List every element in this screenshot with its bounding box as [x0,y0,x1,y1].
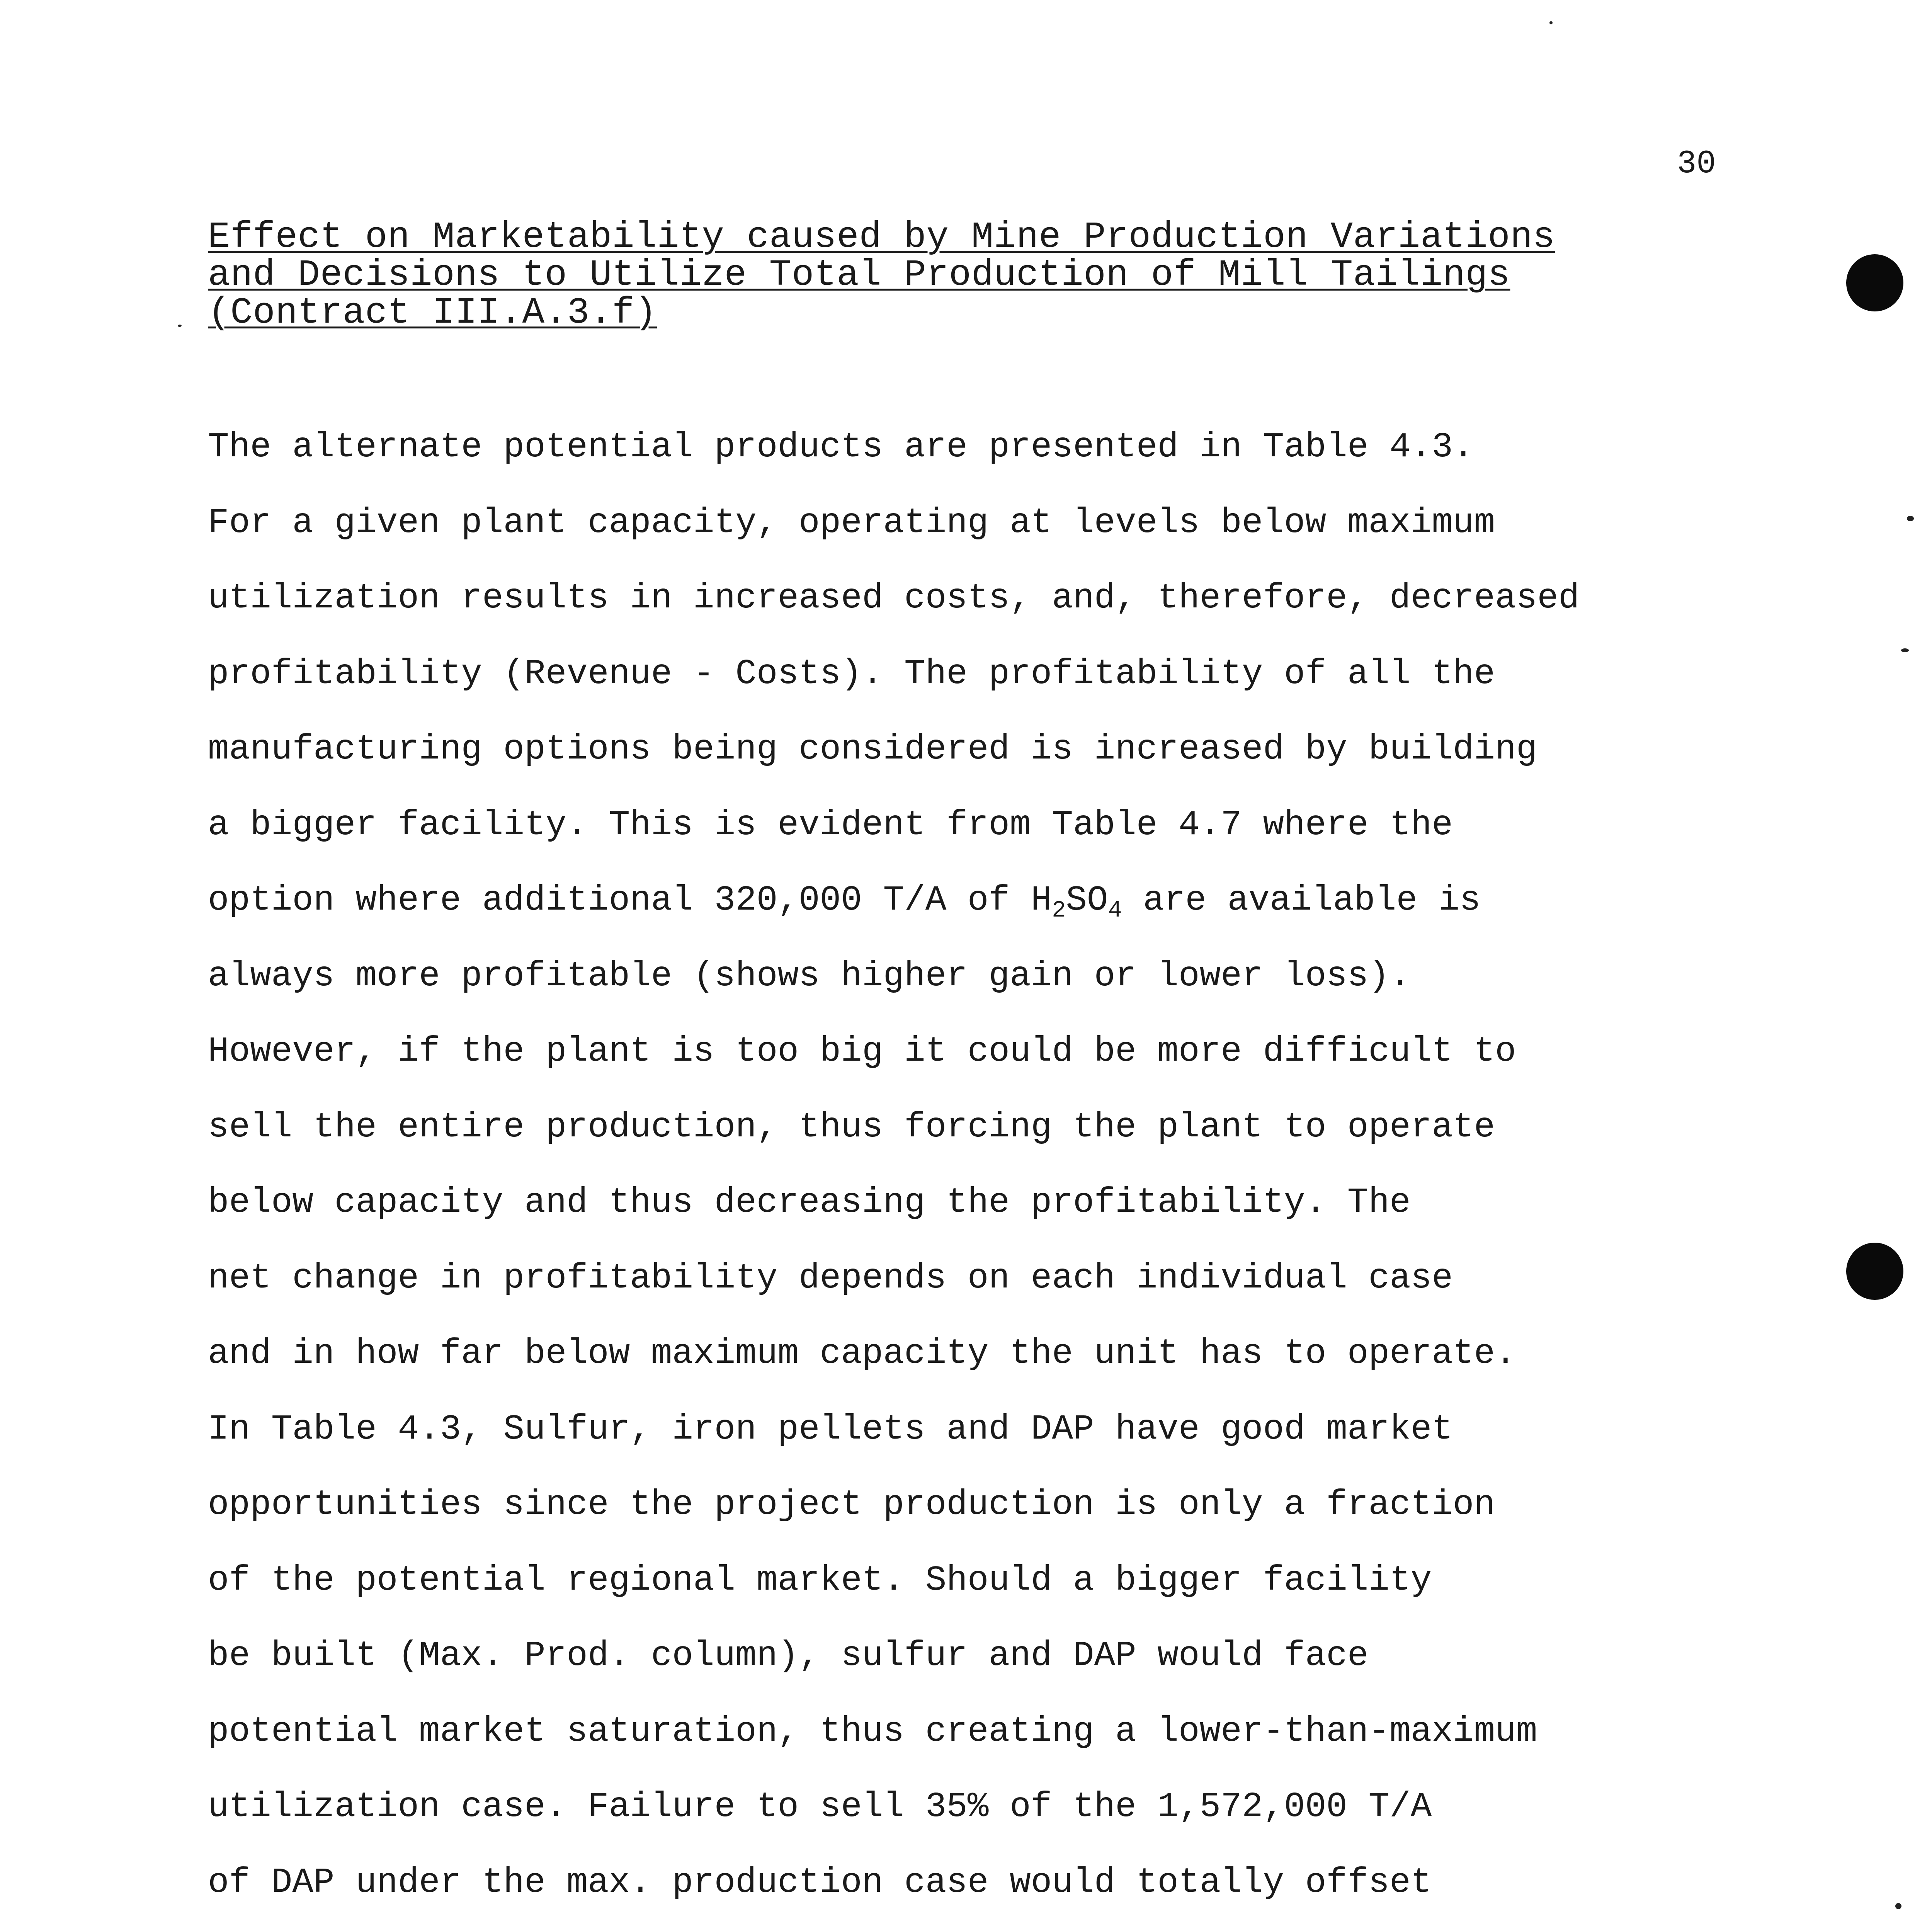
formula-text-after: are available is [1122,881,1481,920]
body-line: utilization case. Failure to sell 35% of the 1,572,000 T/A [208,1787,1432,1827]
scan-speck [1549,21,1553,24]
body-line: The alternate potential products are presented in Table 4.3. [208,427,1474,467]
body-line: net change in profitability depends on each individual case [208,1258,1453,1298]
body-line-formula [208,863,1734,939]
scan-speck [1895,1903,1901,1909]
formula-text-mid: SO [1066,881,1108,920]
body-line: manufacturing options being considered is increased by building [208,730,1537,769]
body-line: below capacity and thus decreasing the profitability. The [208,1183,1411,1223]
body-line: of the potential regional market. Should a bigger facility [208,1560,1432,1600]
scan-speck [178,325,182,327]
body-line: For a given plant capacity, operating at levels below maximum [208,503,1495,543]
body-line: be built (Max. Prod. column), sulfur and DAP would face [208,1636,1369,1676]
scan-speck [1907,516,1914,521]
body-line: opportunities since the project production is only a fraction [208,1485,1495,1525]
heading-line: and Decisions to Utilize Total Production of Mill Tailings [208,254,1510,296]
heading-line: Effect on Marketability caused by Mine Production Variations [208,216,1555,258]
punch-hole-top [1846,254,1903,311]
body-line [208,1920,1734,1932]
formula-subscript: 4 [1108,898,1122,924]
formula-subscript: 2 [1052,898,1066,924]
body-line: and in how far below maximum capacity the unit has to operate. [208,1334,1516,1374]
body-line: utilization results in increased costs, and, therefore, decreased [208,578,1580,618]
section-heading [208,218,1599,332]
formula-text-before: option where additional 320,000 T/A of H [208,881,1052,920]
body-line: profitability (Revenue - Costs). The profitability of all the [208,654,1495,694]
page-number: 30 [1677,146,1716,182]
punch-hole-middle [1846,1243,1903,1300]
body-line: potential market saturation, thus creating a lower-than-maximum [208,1711,1537,1752]
scan-speck [1901,648,1909,652]
body-line: a bigger facility. This is evident from Table 4.7 where the [208,805,1453,845]
body-line: In Table 4.3, Sulfur, iron pellets and DAP have good market [208,1409,1453,1449]
heading-line: (Contract III.A.3.f) [208,292,657,334]
body-line: However, if the plant is too big it could be more difficult to [208,1032,1516,1071]
body-line: sell the entire production, thus forcing the plant to operate [208,1107,1495,1147]
body-line: of DAP under the max. production case would totally offset [208,1862,1432,1903]
body-line: always more profitable (shows higher gain or lower loss). [208,956,1411,996]
body-paragraph [208,410,1734,1932]
